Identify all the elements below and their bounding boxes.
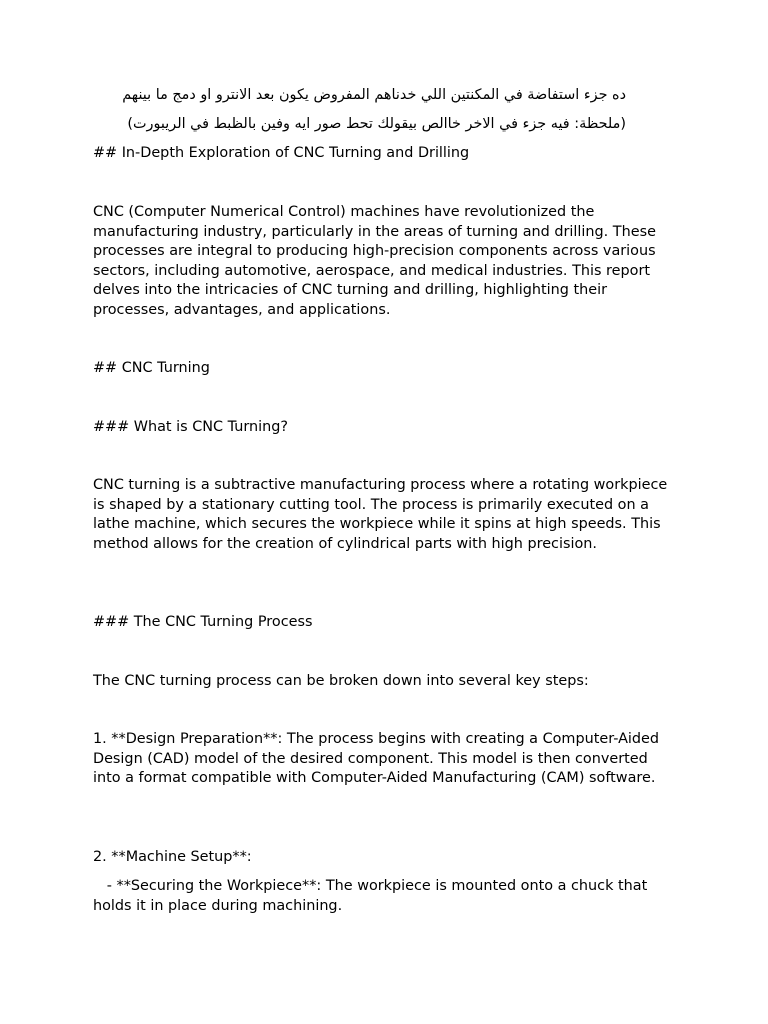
step-2-sub-item: - **Securing the Workpiece**: The workpiece is mounted onto a chuck that holds it in place during machining.: [93, 878, 652, 914]
step-1-paragraph: 1. **Design Preparation**: The process begins with creating a Computer-Aided Design (CAD) model of the desired component. This model is then converted into a format compatible with Computer-Aided Manufacturing (CAM) software.: [93, 731, 660, 787]
what-is-paragraph: CNC turning is a subtractive manufacturing process where a rotating workpiece is shaped by a stationary cutting tool. The process is primarily executed on a lathe machine, which secures the workpiece while it spins at high speeds. This method allows for the creation of cylindrical parts with high precision.: [93, 477, 668, 552]
subheading-what-is-cnc-turning: ### What is CNC Turning?: [93, 419, 289, 435]
section-heading-cnc-turning: ## CNC Turning: [93, 360, 210, 376]
intro-paragraph: CNC (Computer Numerical Control) machines have revolutionized the manufacturing industry, particularly in the areas of turning and drilling. These processes are integral to producing high-precision components across various sectors, including automotive, aerospace, and medical industries. This report delves into the intricacies of CNC turning and drilling, highlighting their processes, advantages, and applications.: [93, 204, 656, 318]
step-2-paragraph: 2. **Machine Setup**:: [93, 849, 252, 865]
main-heading: ## In-Depth Exploration of CNC Turning and Drilling: [93, 145, 470, 161]
subheading-turning-process: ### The CNC Turning Process: [93, 614, 313, 630]
arabic-note-line-2: (ملحظة: فيه جزء في الاخر خاالص بيقولك تحط صور ايه وفين بالظبط في الريبورت): [127, 116, 626, 132]
arabic-note-line-1: ده جزء استفاضة في المكنتين اللي خدناهم المفروض يكون بعد الانترو او دمج ما بينهم: [122, 87, 626, 103]
process-intro-paragraph: The CNC turning process can be broken down into several key steps:: [93, 673, 589, 689]
